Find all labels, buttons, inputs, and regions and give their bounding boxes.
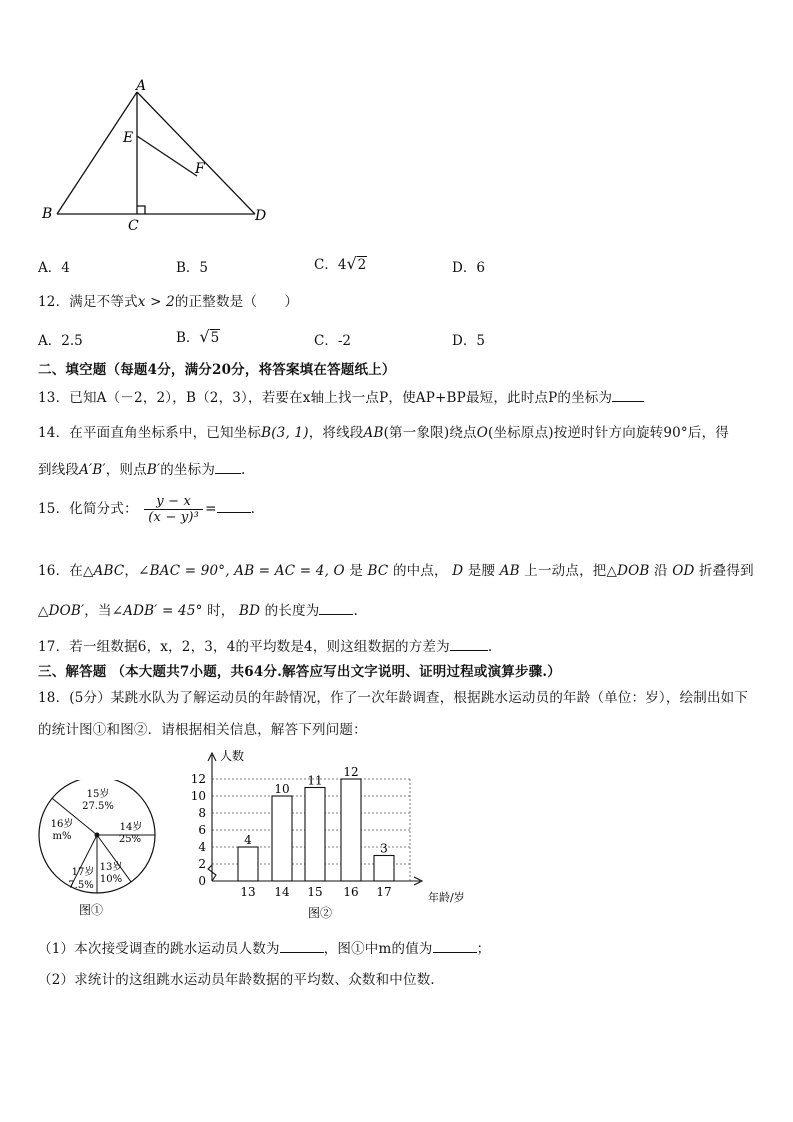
label-F: F: [195, 161, 205, 177]
q15-blank: [217, 498, 251, 513]
y-tick-label: 6: [198, 823, 206, 837]
q17-blank: [450, 636, 488, 651]
q18-sub1-blank2: [433, 938, 477, 953]
q11-option-c-value: 4: [337, 257, 347, 273]
q12-option-b-prefix: B．: [176, 330, 200, 346]
q13: [38, 386, 644, 406]
q15-end: .: [250, 501, 256, 517]
q14-segment-prime: A′B′: [79, 462, 106, 478]
q15: [38, 494, 255, 525]
q18-sub2: （2）求统计的这组跳水运动员年龄数据的平均数、众数和中位数．: [38, 972, 445, 988]
q17: [38, 635, 492, 655]
q14-blank: [215, 459, 241, 474]
pie-pct-13: 10%: [99, 874, 123, 885]
q16-text: 折叠得到: [698, 563, 754, 579]
pie-label-13: 13岁: [99, 862, 123, 873]
q11-option-a: A．4: [38, 260, 70, 276]
q18-line2: 的统计图①和图②．请根据相关信息，解答下列问题：: [38, 722, 367, 738]
q14-end: .: [241, 462, 246, 478]
q12-stem-math: x > 2: [137, 294, 175, 310]
q16-end: .: [353, 603, 358, 619]
bar-value-label: 3: [380, 841, 388, 856]
q14-text: 到线段: [38, 462, 80, 478]
pie-label-14: 14岁: [119, 822, 143, 833]
q13-blank: [612, 387, 644, 402]
q14-point-prime: B′: [146, 462, 161, 478]
bar: [305, 788, 325, 882]
q15-label: 15．化简分式：: [38, 501, 138, 517]
q11-option-b: B．5: [176, 260, 209, 276]
q11-option-c: [314, 253, 367, 273]
pie-label-17: 17岁: [71, 867, 95, 878]
bar-caption: 图②: [307, 906, 333, 920]
y-tick-label: 8: [198, 806, 206, 820]
q16-text: ，: [124, 563, 139, 579]
pie-pct-15: 27.5%: [82, 801, 114, 812]
bar-value-label: 11: [307, 773, 323, 788]
label-B: B: [42, 206, 53, 222]
q14-text: ，则点: [105, 462, 147, 478]
q14-line1: [38, 421, 729, 441]
q13-text: 13．已知A（－2，2），B（2，3），若要在x轴上找一点P，使AP+BP最短，此时点P的坐标为: [38, 390, 613, 406]
pie-chart: [36, 780, 166, 920]
bar: [374, 856, 394, 882]
q14-segment: AB: [363, 425, 384, 441]
pie-caption: 图①: [78, 903, 104, 917]
q18-sub1-blank1: [280, 938, 324, 953]
q16-math: BD: [239, 603, 261, 619]
q16-text: 16．在△: [38, 563, 94, 579]
q17-end: .: [487, 639, 493, 655]
q14-text: (第一象限)绕点: [383, 425, 477, 441]
q18-sub1-a: （1）本次接受调查的跳水运动员人数为: [38, 941, 280, 957]
q16-math: ∠BAC = 90°, AB = AC = 4, O: [138, 563, 345, 579]
label-D: D: [255, 208, 267, 224]
sqrt-symbol: √: [199, 327, 210, 346]
q14-text: 的坐标为: [160, 462, 216, 478]
q16-line2: [38, 599, 358, 619]
q12-option-d: D．5: [452, 333, 485, 349]
q16-text: 的长度为: [264, 603, 320, 619]
q18-line1: 18．(5分）某跳水队为了解运动员的年龄情况，作了一次年龄调查，根据跳水运动员的年龄（单位：岁），绘制出如下: [38, 690, 749, 706]
label-E: E: [123, 130, 134, 146]
pie-pct-14: 25%: [118, 834, 142, 845]
q16-text: 沿: [653, 563, 668, 579]
q16-math: DOB: [617, 563, 650, 579]
section2-heading: 二、填空题（每题4分，满分20分，将答案填在答题纸上）: [38, 362, 396, 378]
pie-pct-17: 7.5%: [68, 880, 94, 891]
label-A: A: [136, 78, 147, 94]
q16-math: ∠ADB′ = 45°: [111, 603, 203, 619]
bar-chart: [188, 745, 478, 925]
q16-math: BC: [367, 563, 389, 579]
q16-math: AB: [499, 563, 520, 579]
section3-heading: 三、解答题 （本大题共7小题，共64分.解答应写出文字说明、证明过程或演算步骤.）: [38, 664, 561, 680]
q16-math: D: [452, 563, 464, 579]
q16-text: 是: [349, 563, 364, 579]
q16-line1: [38, 559, 754, 579]
pie-pct-16: m%: [52, 831, 72, 842]
q16-text: △: [38, 603, 49, 619]
x-axis-label: 年龄/岁: [428, 891, 465, 904]
sqrt-symbol: √: [346, 254, 357, 273]
y-tick-label: 10: [190, 789, 206, 803]
q18-sub1-c: ；: [476, 941, 491, 957]
q11-option-d: D．6: [452, 260, 485, 276]
q15-fraction: [144, 494, 203, 525]
q16-text: 的中点，: [392, 563, 448, 579]
q14-line2: [38, 458, 246, 478]
q17-text: 17．若一组数据6，x，2，3，4的平均数是4，则这组数据的方差为: [38, 639, 450, 655]
pie-label-15: 15岁: [86, 789, 110, 800]
y-tick-label: 4: [198, 840, 206, 854]
bar-value-label: 4: [244, 833, 252, 847]
bar: [272, 796, 292, 881]
q14-text: (坐标原点)按逆时针方向旋转90°后，得: [488, 425, 729, 441]
pie-label-16: 16岁: [50, 819, 74, 830]
q18-sub1: [38, 937, 490, 957]
bar: [238, 847, 258, 881]
q16-text: 时，: [207, 603, 235, 619]
y-tick-label: 12: [190, 772, 206, 786]
q12-option-c: C．-2: [314, 333, 351, 349]
q14-point-b: B(3, 1): [261, 425, 309, 441]
q12-option-a: A．2.5: [38, 333, 83, 349]
q15-denominator: (x − y)³: [148, 510, 200, 525]
q14-origin: O: [476, 425, 489, 441]
q14-text: 14．在平面直角坐标系中，已知坐标: [38, 425, 262, 441]
bar: [341, 779, 361, 881]
q14-text: ，将线段: [308, 425, 364, 441]
q16-math: DOB′: [48, 603, 85, 619]
x-tick-label: 17: [376, 885, 392, 899]
q12-stem: [38, 290, 298, 310]
q16-math: ABC: [93, 563, 125, 579]
q11-option-c-prefix: C．: [314, 257, 338, 273]
bar-value-label: 12: [343, 765, 359, 779]
q15-numerator: y − x: [144, 494, 203, 510]
q12-stem-pre: 12．满足不等式: [38, 294, 138, 310]
q12-option-b: [176, 326, 220, 346]
q16-blank: [319, 600, 353, 615]
x-tick-label: 13: [240, 885, 256, 899]
y-axis-label: 人数: [220, 749, 245, 763]
q16-math: OD: [672, 563, 695, 579]
x-tick-label: 14: [274, 885, 290, 899]
q16-text: 上一动点，把△: [524, 563, 618, 579]
triangle-figure: [30, 78, 280, 238]
y-tick-label: 2: [198, 857, 206, 871]
q15-equals: =: [205, 501, 217, 517]
q18-sub1-b: ，图①中m的值为: [323, 941, 433, 957]
label-C: C: [128, 218, 139, 234]
y-tick-label: 0: [198, 874, 206, 888]
q16-text: 是腰: [467, 563, 496, 579]
q11-option-c-radicand: 2: [357, 257, 367, 273]
q16-text: ，当: [84, 603, 112, 619]
x-tick-label: 15: [307, 885, 323, 899]
q12-stem-post: 的正整数是（ ）: [174, 294, 299, 310]
bar-value-label: 10: [274, 782, 290, 796]
x-tick-label: 16: [343, 885, 359, 899]
q12-option-b-radicand: 5: [210, 330, 220, 346]
